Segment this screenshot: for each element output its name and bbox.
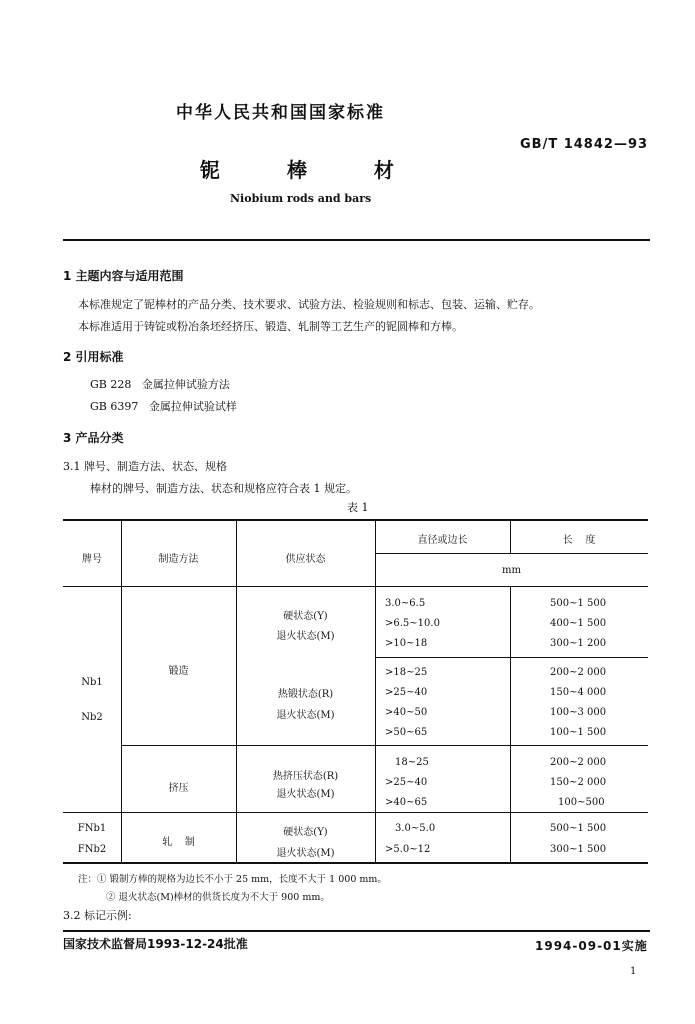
length-cell: 500~1 500 bbox=[550, 598, 607, 609]
table-caption: 表 1 bbox=[347, 501, 369, 514]
state-cell: 退火状态(M) bbox=[276, 848, 335, 859]
table-rule bbox=[375, 553, 648, 554]
approval-line: 国家技术监督局1993-12-24批准 bbox=[63, 937, 248, 951]
state-cell: 退火状态(M) bbox=[276, 710, 335, 721]
table-1 bbox=[63, 519, 648, 864]
diameter-cell: >10~18 bbox=[385, 638, 428, 649]
section-3-1-text: 棒材的牌号、制造方法、状态和规格应符合表 1 规定。 bbox=[90, 482, 357, 495]
section-1-paragraph-2: 本标准适用于铸锭或粉冶条坯经挤压、锻造、轧制等工艺生产的铌圆棒和方棒。 bbox=[78, 320, 463, 333]
page-number: 1 bbox=[630, 966, 637, 977]
header-method: 制造方法 bbox=[158, 554, 199, 565]
diameter-cell: 3.0~6.5 bbox=[385, 598, 426, 609]
grade-cell: Nb2 bbox=[81, 712, 103, 723]
diameter-cell: >50~65 bbox=[385, 727, 428, 738]
section-3-heading: 3 产品分类 bbox=[63, 431, 124, 445]
document-title-english: Niobium rods and bars bbox=[230, 192, 372, 205]
header-rule bbox=[63, 239, 650, 241]
method-cell: 轧 制 bbox=[162, 837, 195, 848]
table-top-rule bbox=[63, 519, 648, 521]
table-header-rule bbox=[63, 586, 648, 587]
table-column-rule bbox=[510, 586, 511, 864]
length-cell: 200~2 000 bbox=[550, 667, 607, 678]
diameter-cell: >18~25 bbox=[385, 667, 428, 678]
header-grade: 牌号 bbox=[82, 554, 102, 565]
state-cell: 热锻状态(R) bbox=[277, 689, 334, 700]
diameter-cell: >25~40 bbox=[385, 687, 428, 698]
state-cell: 退火状态(M) bbox=[276, 631, 335, 642]
length-cell: 100~3 000 bbox=[550, 707, 607, 718]
footer-rule bbox=[63, 930, 650, 932]
header-state: 供应状态 bbox=[285, 554, 326, 565]
table-note-2: ② 退火状态(M)棒材的供货长度为不大于 900 mm。 bbox=[106, 892, 330, 903]
diameter-cell: >40~50 bbox=[385, 707, 428, 718]
document-title: 铌 棒 材 bbox=[200, 158, 394, 182]
length-cell: 150~2 000 bbox=[550, 777, 607, 788]
method-cell: 挤压 bbox=[168, 783, 189, 794]
section-1-heading: 1 主题内容与适用范围 bbox=[63, 269, 184, 283]
state-cell: 热挤压状态(R) bbox=[272, 771, 339, 782]
length-cell: 100~500 bbox=[558, 797, 605, 808]
header-length: 长 度 bbox=[562, 535, 596, 546]
header-diameter: 直径或边长 bbox=[417, 535, 468, 546]
table-rule bbox=[375, 657, 648, 658]
state-cell: 硬状态(Y) bbox=[283, 827, 328, 838]
diameter-cell: >6.5~10.0 bbox=[385, 618, 440, 629]
table-note-1: 注：① 锻制方棒的规格为边长不小于 25 mm，长度不大于 1 000 mm。 bbox=[78, 874, 387, 885]
state-cell: 退火状态(M) bbox=[276, 789, 335, 800]
table-column-rule bbox=[121, 519, 122, 864]
table-bottom-rule bbox=[63, 862, 648, 864]
standard-name: 中华人民共和国国家标准 bbox=[176, 103, 385, 123]
section-3-1-heading: 3.1 牌号、制造方法、状态、规格 bbox=[63, 460, 227, 473]
effective-date: 1994-09-01实施 bbox=[535, 939, 648, 953]
reference-item: GB 6397 金属拉伸试验试样 bbox=[90, 400, 237, 413]
diameter-cell: 3.0~5.0 bbox=[395, 823, 436, 834]
length-cell: 200~2 000 bbox=[550, 757, 607, 768]
section-2-heading: 2 引用标准 bbox=[63, 350, 124, 364]
diameter-cell: >25~40 bbox=[385, 777, 428, 788]
section-3-2-heading: 3.2 标记示例: bbox=[63, 909, 132, 922]
length-cell: 300~1 500 bbox=[550, 844, 607, 855]
table-rule bbox=[121, 745, 648, 746]
table-rule bbox=[63, 812, 648, 813]
header-unit: mm bbox=[502, 565, 521, 576]
standard-code: GB/T 14842—93 bbox=[520, 137, 649, 152]
length-cell: 150~4 000 bbox=[550, 687, 607, 698]
state-cell: 硬状态(Y) bbox=[283, 611, 328, 622]
grade-cell: FNb2 bbox=[77, 844, 107, 855]
length-cell: 300~1 200 bbox=[550, 638, 607, 649]
length-cell: 400~1 500 bbox=[550, 618, 607, 629]
diameter-cell: >5.0~12 bbox=[385, 844, 431, 855]
length-cell: 500~1 500 bbox=[550, 823, 607, 834]
grade-cell: FNb1 bbox=[77, 823, 107, 834]
grade-cell: Nb1 bbox=[81, 677, 103, 688]
diameter-cell: >40~65 bbox=[385, 797, 428, 808]
reference-item: GB 228 金属拉伸试验方法 bbox=[90, 378, 230, 391]
diameter-cell: 18~25 bbox=[395, 757, 429, 768]
section-1-paragraph-1: 本标准规定了铌棒材的产品分类、技术要求、试验方法、检验规则和标志、包装、运输、贮存。 bbox=[78, 298, 540, 311]
method-cell: 锻造 bbox=[168, 666, 189, 677]
length-cell: 100~1 500 bbox=[550, 727, 607, 738]
